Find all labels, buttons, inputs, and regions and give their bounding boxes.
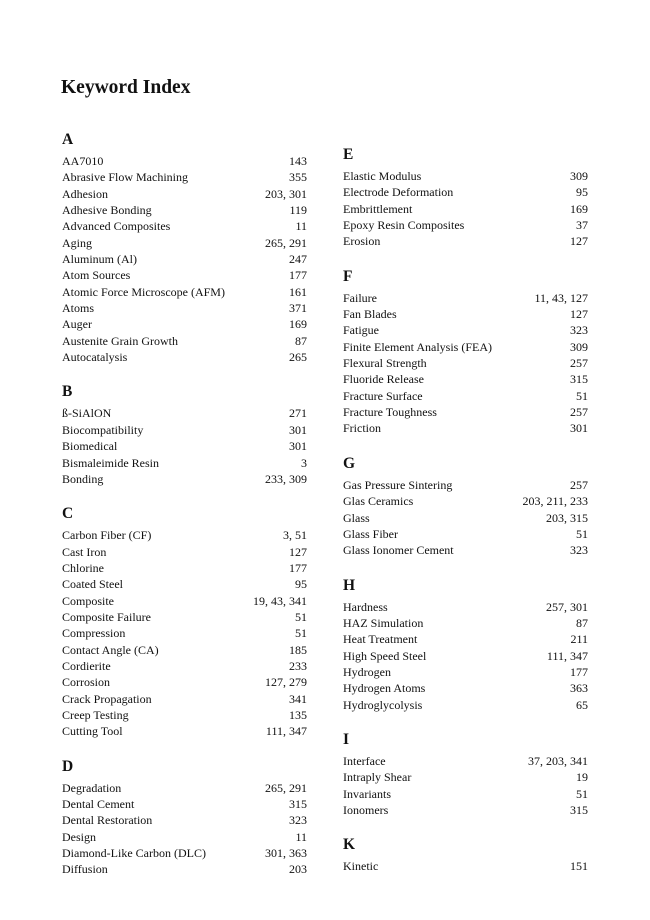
keyword: Kinetic (343, 859, 379, 874)
keyword: HAZ Simulation (343, 615, 424, 630)
page-numbers: 37, 203, 341 (528, 753, 588, 768)
index-entry (343, 217, 588, 233)
index-entry (343, 664, 588, 680)
keyword: Composite (62, 593, 115, 608)
page-numbers: 51 (576, 526, 588, 541)
index-entry (343, 306, 588, 322)
page-numbers: 37 (576, 218, 588, 233)
index-entry (343, 233, 588, 249)
keyword: Atom Sources (62, 268, 131, 283)
index-entry (343, 753, 588, 769)
keyword: Biocompatibility (62, 422, 144, 437)
page-numbers: 87 (295, 333, 307, 348)
index-entry (62, 576, 307, 592)
keyword: Hydrogen Atoms (343, 681, 426, 696)
section-letter: F (343, 267, 353, 285)
keyword: Invariants (343, 786, 391, 801)
index-entry (62, 202, 307, 218)
page-numbers: 203 (289, 862, 307, 877)
page-numbers: 301 (289, 422, 307, 437)
index-entry (343, 697, 588, 713)
page-numbers: 265, 291 (265, 235, 307, 250)
page-numbers: 371 (289, 301, 307, 316)
keyword: Fracture Surface (343, 388, 423, 403)
keyword: Crack Propagation (62, 691, 152, 706)
keyword: Fatigue (343, 323, 379, 338)
keyword: Carbon Fiber (CF) (62, 528, 152, 543)
page-numbers: 151 (570, 859, 588, 874)
section-letter: H (343, 576, 356, 594)
page-numbers: 51 (295, 609, 307, 624)
index-entry (343, 420, 588, 436)
keyword: Friction (343, 421, 381, 436)
keyword: Bismaleimide Resin (62, 455, 159, 470)
page-numbers: 271 (289, 406, 307, 421)
index-section-h (343, 574, 588, 713)
index-section-b (62, 380, 307, 487)
keyword: Diffusion (62, 862, 108, 877)
section-letter: K (343, 836, 356, 854)
index-entry (62, 723, 307, 739)
page-numbers: 301 (570, 421, 588, 436)
page-numbers: 203, 211, 233 (522, 494, 588, 509)
index-entry (343, 615, 588, 631)
section-letter: B (62, 383, 73, 401)
keyword: Elastic Modulus (343, 169, 422, 183)
section-letter: E (343, 146, 354, 163)
keyword: Erosion (343, 234, 381, 249)
keyword: Atomic Force Microscope (AFM) (62, 284, 225, 299)
page-numbers: 301, 363 (265, 846, 307, 861)
page-numbers: 341 (289, 691, 307, 706)
page-numbers: 119 (289, 203, 307, 218)
index-entry (62, 544, 307, 560)
keyword: Austenite Grain Growth (62, 333, 178, 348)
keyword: Glass Ionomer Cement (343, 543, 454, 558)
keyword: Fracture Toughness (343, 405, 437, 420)
index-entry (343, 477, 588, 493)
page-numbers: 363 (570, 681, 588, 696)
section-letter: I (343, 730, 350, 748)
keyword: Coated Steel (62, 577, 123, 592)
page-numbers: 87 (576, 615, 588, 630)
index-section-i (343, 728, 588, 818)
index-section-e (343, 143, 588, 250)
keyword: Fluoride Release (343, 372, 424, 387)
keyword: Fan Blades (343, 307, 397, 322)
index-entry (62, 707, 307, 723)
index-entry (343, 769, 588, 785)
index-entry (343, 404, 588, 420)
index-entry (62, 218, 307, 234)
keyword: Biomedical (62, 439, 118, 454)
index-section-f (343, 265, 588, 437)
index-entry (343, 168, 588, 184)
keyword: Aging (62, 235, 92, 250)
keyword: Advanced Composites (62, 219, 171, 234)
keyword: Compression (62, 626, 126, 641)
page-numbers: 95 (295, 577, 307, 592)
index-entry (62, 642, 307, 658)
index-column-right (343, 143, 588, 890)
keyword: Glas Ceramics (343, 494, 414, 509)
page-numbers: 169 (289, 317, 307, 332)
page-numbers: 355 (289, 170, 307, 185)
page-numbers: 95 (576, 185, 588, 200)
index-entry (343, 526, 588, 542)
page-numbers: 257 (570, 405, 588, 420)
index-entry (62, 674, 307, 690)
page-numbers: 51 (576, 388, 588, 403)
page-numbers: 233, 309 (265, 471, 307, 486)
page-numbers: 19, 43, 341 (253, 593, 307, 608)
page-numbers: 143 (289, 154, 307, 168)
index-entry (62, 300, 307, 316)
index-section-a (62, 128, 307, 365)
index-entry (343, 542, 588, 558)
keyword: Creep Testing (62, 707, 129, 722)
page-numbers: 11 (295, 829, 307, 844)
keyword: Bonding (62, 471, 104, 486)
index-entry (62, 235, 307, 251)
index-entry (62, 845, 307, 861)
keyword: Glass (343, 510, 370, 525)
page-numbers: 265 (289, 350, 307, 365)
page-numbers: 127 (570, 234, 588, 249)
keyword: Aluminum (Al) (62, 252, 137, 267)
index-section-g (343, 452, 588, 559)
index-entry (343, 648, 588, 664)
page-numbers: 3, 51 (283, 528, 307, 543)
keyword: Glass Fiber (343, 526, 398, 541)
page-numbers: 185 (289, 642, 307, 657)
page-numbers: 161 (289, 284, 307, 299)
page-numbers: 265, 291 (265, 780, 307, 795)
page-numbers: 127, 279 (265, 675, 307, 690)
page-numbers: 233 (289, 658, 307, 673)
keyword: Hardness (343, 599, 388, 614)
index-section-d (62, 755, 307, 878)
index-entry (62, 186, 307, 202)
page-numbers: 257 (570, 356, 588, 371)
keyword: Hydrogen (343, 664, 391, 679)
keyword: Flexural Strength (343, 356, 427, 371)
page-numbers: 323 (289, 813, 307, 828)
index-entry (343, 371, 588, 387)
page-numbers: 19 (576, 770, 588, 785)
page-numbers: 301 (289, 439, 307, 454)
keyword: Abrasive Flow Machining (62, 170, 188, 185)
index-entry (62, 861, 307, 877)
page-numbers: 323 (570, 543, 588, 558)
index-entry (62, 471, 307, 487)
index-entry (62, 316, 307, 332)
keyword: Ionomers (343, 802, 389, 817)
keyword: Corrosion (62, 675, 110, 690)
index-section-c (62, 502, 307, 739)
page-numbers: 211 (570, 632, 588, 647)
index-entry (343, 290, 588, 306)
index-entry (343, 858, 588, 874)
page-numbers: 203, 301 (265, 186, 307, 201)
keyword: Chlorine (62, 560, 104, 575)
keyword: Finite Element Analysis (FEA) (343, 339, 492, 354)
index-entry (343, 599, 588, 615)
page-numbers: 11 (295, 219, 307, 234)
index-entry (62, 691, 307, 707)
index-entry (62, 153, 307, 169)
index-column-left (62, 128, 307, 893)
index-entry (343, 322, 588, 338)
page-numbers: 169 (570, 201, 588, 216)
section-letter: A (62, 131, 74, 148)
index-entry (343, 493, 588, 509)
keyword: Degradation (62, 780, 122, 795)
index-entry (343, 388, 588, 404)
keyword: AA7010 (62, 154, 104, 168)
keyword: Hydroglycolysis (343, 697, 423, 712)
page-numbers: 111, 347 (546, 648, 588, 663)
index-entry (62, 455, 307, 471)
keyword: Diamond-Like Carbon (DLC) (62, 846, 206, 861)
index-section-k (343, 833, 588, 874)
index-entry (62, 609, 307, 625)
page-numbers: 127 (289, 544, 307, 559)
keyword: Autocatalysis (62, 350, 128, 365)
index-entry (62, 658, 307, 674)
page-numbers: 177 (289, 268, 307, 283)
page-numbers: 127 (570, 307, 588, 322)
index-entry (62, 527, 307, 543)
index-entry (62, 349, 307, 365)
index-entry (343, 631, 588, 647)
page-numbers: 315 (570, 802, 588, 817)
page-numbers: 203, 315 (546, 510, 588, 525)
index-entry (343, 510, 588, 526)
keyword: Gas Pressure Sintering (343, 477, 453, 492)
keyword: Dental Cement (62, 797, 135, 811)
section-letter: C (62, 505, 74, 523)
keyword: Adhesive Bonding (62, 203, 152, 218)
index-entry (62, 267, 307, 283)
keyword: Composite Failure (62, 609, 151, 624)
keyword: Intraply Shear (343, 770, 412, 785)
index-entry (343, 184, 588, 200)
page-numbers: 51 (576, 786, 588, 801)
keyword: Cast Iron (62, 544, 107, 559)
page-numbers: 309 (570, 339, 588, 354)
page-numbers: 315 (289, 797, 307, 811)
page-numbers: 315 (570, 372, 588, 387)
page-numbers: 323 (570, 323, 588, 338)
keyword: Design (62, 829, 96, 844)
page-numbers: 247 (289, 252, 307, 267)
index-entry (62, 593, 307, 609)
index-entry (62, 333, 307, 349)
index-entry (343, 355, 588, 371)
page-numbers: 65 (576, 697, 588, 712)
page-numbers: 257 (570, 477, 588, 492)
index-entry (343, 201, 588, 217)
keyword: Atoms (62, 301, 95, 316)
keyword: Dental Restoration (62, 813, 153, 828)
keyword: Interface (343, 753, 386, 768)
keyword: ß-SiAlON (62, 406, 112, 421)
page-numbers: 177 (570, 664, 588, 679)
page-numbers: 135 (289, 707, 307, 722)
page-numbers: 11, 43, 127 (534, 290, 588, 305)
index-entry (62, 422, 307, 438)
keyword: Epoxy Resin Composites (343, 218, 465, 233)
page-title: Keyword Index (61, 77, 191, 98)
index-entry (62, 251, 307, 267)
index-entry (62, 560, 307, 576)
index-entry (343, 786, 588, 802)
index-entry (62, 438, 307, 454)
index-entry (62, 796, 307, 812)
index-entry (343, 802, 588, 818)
index-entry (62, 812, 307, 828)
index-entry (62, 780, 307, 796)
keyword: Failure (343, 290, 377, 305)
index-entry (343, 339, 588, 355)
index-entry (62, 284, 307, 300)
page-numbers: 257, 301 (546, 599, 588, 614)
keyword: Electrode Deformation (343, 185, 454, 200)
page-numbers: 51 (295, 626, 307, 641)
keyword: Contact Angle (CA) (62, 642, 159, 657)
page-numbers: 309 (570, 169, 588, 183)
keyword: Adhesion (62, 186, 108, 201)
index-entry (62, 405, 307, 421)
keyword: Heat Treatment (343, 632, 418, 647)
index-entry (62, 169, 307, 185)
index-entry (343, 680, 588, 696)
keyword: Cutting Tool (62, 724, 123, 739)
keyword: Auger (62, 317, 92, 332)
section-letter: G (343, 454, 356, 472)
keyword: Embrittlement (343, 201, 413, 216)
index-entry (62, 829, 307, 845)
page-numbers: 3 (301, 455, 307, 470)
keyword: High Speed Steel (343, 648, 427, 663)
page-numbers: 111, 347 (265, 724, 307, 739)
page-numbers: 177 (289, 560, 307, 575)
section-letter: D (62, 757, 74, 775)
keyword: Cordierite (62, 658, 111, 673)
index-entry (62, 625, 307, 641)
